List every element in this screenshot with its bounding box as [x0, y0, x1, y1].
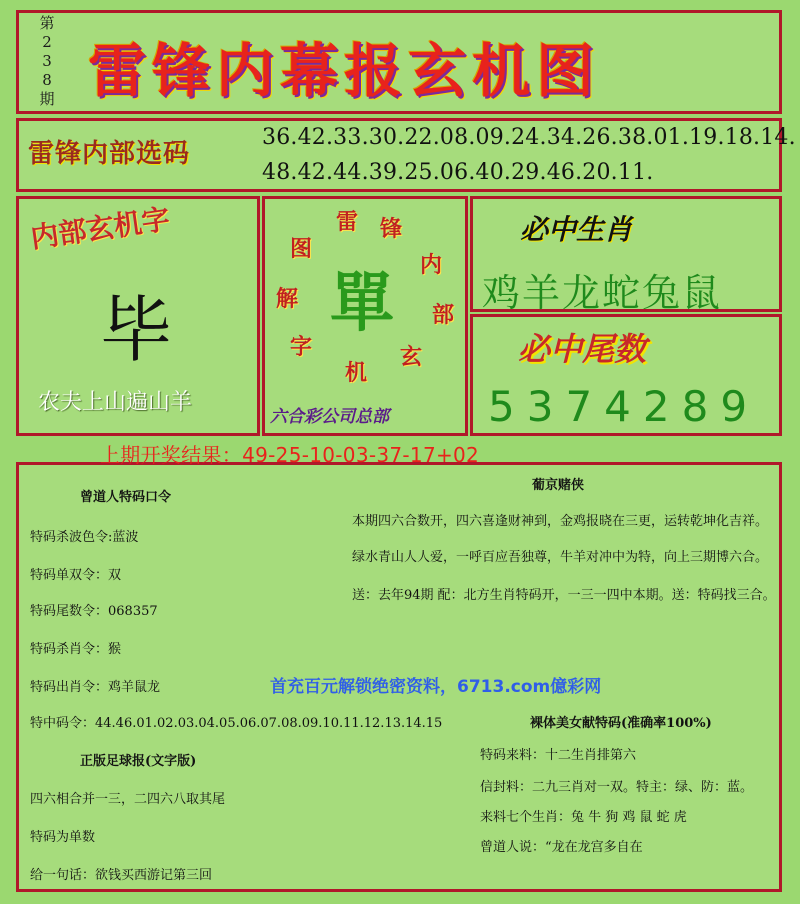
left-line: 四六相合并一三，二四六八取其尾 [30, 792, 226, 807]
left-line: 特码为单数 [30, 830, 96, 845]
inner-char-phrase: 农夫上山遍山羊 [38, 390, 193, 415]
select-numbers-line1: 36.42.33.30.22.08.09.24.34.26.38.01.19.18.14. [262, 125, 796, 150]
select-numbers-label: 雷锋内部选码 [28, 139, 191, 169]
ring-char: 机 [345, 360, 368, 386]
left-heading: 曾道人特码口令 [80, 490, 172, 505]
right-subheading: 裸体美女献特码(准确率100%) [530, 716, 712, 731]
tail-numbers: 5374289 [488, 382, 760, 431]
right-heading: 葡京赌侠 [532, 478, 585, 493]
center-char: 單 [330, 266, 394, 341]
poem-line: 绿水青山人人爱，一呼百应吾独尊，牛羊对冲中为特，向上三期博六合。 [352, 550, 769, 565]
select-numbers-line2: 48.42.44.39.25.06.40.29.46.20.11. [262, 160, 654, 185]
poem-line: 本期四六合数开，四六喜逢财神到，金鸡报晓在三更，运转乾坤化吉祥。 [352, 514, 769, 529]
ring-char: 玄 [400, 344, 423, 370]
ring-char: 内 [420, 252, 443, 278]
left-line: 特码尾数令：068357 [30, 604, 158, 619]
left-line: 特码出肖令：鸡羊鼠龙 [30, 680, 161, 695]
left-line: 给一句话：欲钱买西游记第三回 [30, 868, 213, 883]
last-result: 上期开奖结果：49-25-10-03-37-17+02 [100, 443, 480, 467]
inner-char-heading: 内部玄机字 [28, 202, 172, 255]
inner-char: 毕 [100, 288, 173, 372]
tail-heading: 必中尾数 [518, 330, 647, 368]
right-line: 信封料：二九三肖对一双。特主：绿、防：蓝。 [480, 780, 754, 795]
left-line: 特中码令：44.46.01.02.03.04.05.06.07.08.09.10.11.12.13.14.15 [30, 716, 443, 731]
right-line: 来料七个生肖：兔 牛 狗 鸡 鼠 蛇 虎 [480, 810, 687, 825]
page-title: 雷锋内幕报玄机图 [88, 37, 601, 105]
ring-char: 锋 [380, 216, 403, 242]
issue-number: 第 2 3 8 期 [39, 14, 55, 108]
poem-line: 送：去年94期 配：北方生肖特码开，一三一四中本期。送：特码找三合。 [352, 588, 776, 603]
left-line: 特码单双令：双 [30, 568, 122, 583]
left-subheading: 正版足球报(文字版) [80, 754, 197, 769]
ring-char: 解 [276, 286, 299, 312]
left-line: 特码杀肖令：猴 [30, 642, 122, 657]
right-line: 曾道人说：“龙在龙宫多自在 [480, 840, 643, 855]
zodiac-list: 鸡羊龙蛇兔鼠 [482, 271, 723, 315]
left-line: 特码杀波色令:蓝波 [30, 530, 139, 545]
right-line: 特码来料：十二生肖排第六 [480, 748, 637, 763]
ring-char: 字 [290, 334, 313, 360]
zodiac-heading: 必中生肖 [520, 213, 633, 246]
promo-link[interactable]: 首充百元解锁绝密资料，6713.com億彩网 [270, 677, 602, 697]
ring-char: 部 [432, 302, 455, 328]
company-label: 六合彩公司总部 [270, 407, 389, 427]
ring-char: 雷 [336, 209, 359, 235]
ring-char: 图 [290, 236, 313, 262]
